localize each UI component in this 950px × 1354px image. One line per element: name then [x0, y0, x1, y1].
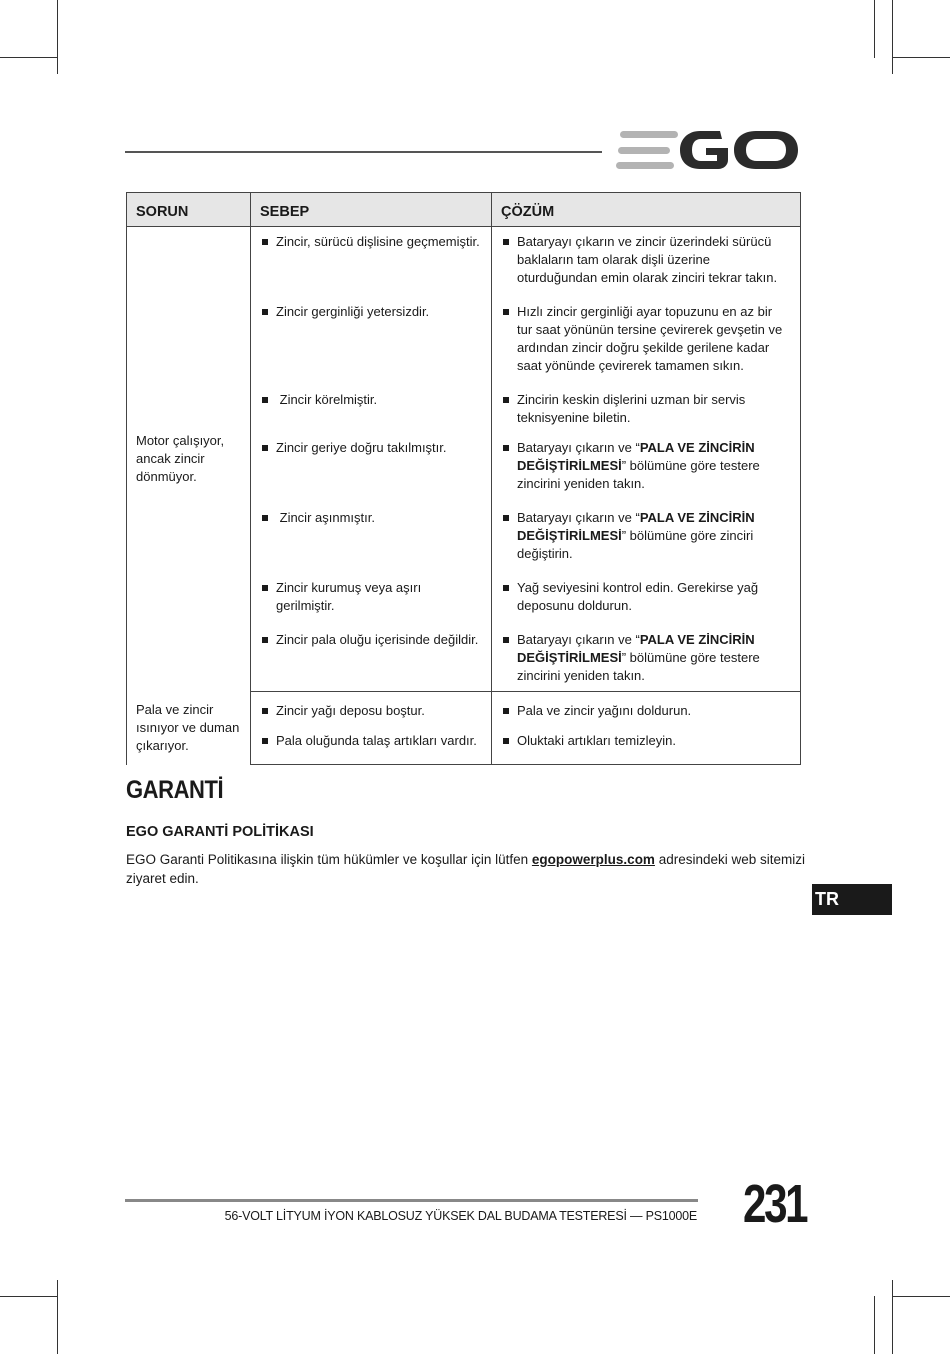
solution-text	[501, 702, 786, 720]
cause-text: Zincir pala oluğu içerisinde değildir.	[260, 631, 482, 649]
language-tab: TR	[812, 884, 892, 915]
cause-text: Zincir körelmiştir.	[260, 391, 482, 409]
crop-mark	[874, 0, 875, 58]
solution-text-part: Bataryayı çıkarın ve “	[517, 632, 640, 647]
header-problem: SORUN	[127, 193, 251, 227]
section-reference: PALA VE ZİNCİRİN DEĞİŞTİRİLMESİ	[517, 440, 755, 473]
solution-cell	[492, 385, 801, 433]
crop-mark	[874, 1296, 875, 1354]
table-header-row	[127, 193, 801, 227]
solution-text-part: ” bölümüne göre testere zincirini yeniden takın.	[517, 458, 760, 491]
cause-cell	[251, 692, 492, 727]
section-reference: PALA VE ZİNCİRİN DEĞİŞTİRİLMESİ	[517, 632, 755, 665]
crop-mark	[0, 1296, 58, 1297]
cause-text: Zincir, sürücü dişlisine geçmemiştir.	[260, 233, 482, 251]
page-number: 231	[743, 1174, 807, 1234]
solution-text	[501, 391, 786, 427]
cause-cell	[251, 503, 492, 573]
solution-text	[501, 439, 786, 493]
warranty-text-before: EGO Garanti Politikasına ilişkin tüm hükümler ve koşullar için lütfen	[126, 852, 532, 867]
solution-cell	[492, 297, 801, 385]
cause-cell	[251, 573, 492, 625]
warranty-text-after: adresindeki web sitemizi ziyaret edin.	[126, 852, 806, 886]
solution-text	[501, 233, 786, 287]
solution-text	[501, 303, 786, 375]
cause-text: Pala oluğunda talaş artıkları vardır.	[260, 732, 482, 750]
cause-text: Zincir kurumuş veya aşırı gerilmiştir.	[260, 579, 482, 615]
cause-text: Zincir yağı deposu boştur.	[260, 702, 482, 720]
header-solution: ÇÖZÜM	[492, 193, 801, 227]
table-row	[127, 692, 801, 727]
crop-mark	[57, 0, 58, 74]
cause-cell	[251, 227, 492, 298]
cause-cell	[251, 385, 492, 433]
cause-cell	[251, 433, 492, 503]
crop-mark	[0, 57, 58, 58]
section-reference: PALA VE ZİNCİRİN DEĞİŞTİRİLMESİ	[517, 510, 755, 543]
problem-cell: Pala ve zincir ısınıyor ve duman çıkarıyor.	[127, 692, 251, 765]
solution-text	[501, 732, 786, 750]
solution-cell	[492, 726, 801, 765]
solution-cell	[492, 227, 801, 298]
ego-logo	[616, 128, 800, 172]
crop-mark	[892, 1296, 950, 1297]
crop-mark	[892, 57, 950, 58]
problem-cell: Motor çalışıyor, ancak zincir dönmüyor.	[127, 227, 251, 692]
solution-cell	[492, 625, 801, 692]
solution-text-part: Hızlı zincir gerginliği ayar topuzunu en az bir tur saat yönünün tersine çevirerek gevşetin ve ardından zincir doğru şekilde gerilene kadar saat yönünde çevirerek tamamen sıkın.	[517, 304, 783, 373]
website-link[interactable]: egopowerplus.com	[531, 852, 655, 867]
troubleshooting-table	[126, 192, 801, 765]
cause-cell	[251, 297, 492, 385]
solution-cell	[492, 503, 801, 573]
solution-text	[501, 631, 786, 685]
solution-text-part: ” bölümüne göre testere zincirini yeniden takın.	[517, 650, 760, 683]
solution-text-part: Bataryayı çıkarın ve “	[517, 510, 640, 525]
table-row	[127, 227, 801, 298]
solution-cell	[492, 433, 801, 503]
header-cause: SEBEP	[251, 193, 492, 227]
solution-text-part: ” bölümüne göre zinciri değiştirin.	[517, 528, 754, 561]
solution-cell	[492, 573, 801, 625]
cause-cell	[251, 625, 492, 692]
warranty-subheading: EGO GARANTİ POLİTİKASI	[126, 824, 314, 840]
cause-text: Zincir gerginliği yetersizdir.	[260, 303, 482, 321]
crop-mark	[892, 1280, 893, 1354]
solution-text	[501, 509, 786, 563]
solution-text	[501, 579, 786, 615]
cause-text: Zincir aşınmıştır.	[260, 509, 482, 527]
cause-cell	[251, 726, 492, 765]
header-rule	[125, 151, 602, 153]
solution-text-part: Pala ve zincir yağını doldurun.	[517, 703, 692, 718]
solution-text-part: Yağ seviyesini kontrol edin. Gerekirse yağ deposunu doldurun.	[517, 580, 759, 613]
crop-mark	[57, 1280, 58, 1354]
solution-text-part: Zincirin keskin dişlerini uzman bir servis teknisyenine biletin.	[517, 392, 746, 425]
solution-text-part: Bataryayı çıkarın ve “	[517, 440, 640, 455]
footer-rule	[125, 1199, 698, 1202]
cause-text: Zincir geriye doğru takılmıştır.	[260, 439, 482, 457]
footer-title: 56-VOLT LİTYUM İYON KABLOSUZ YÜKSEK DAL BUDAMA TESTERESİ — PS1000E	[224, 1209, 697, 1223]
solution-cell	[492, 692, 801, 727]
warranty-text	[126, 850, 806, 888]
solution-text-part: Bataryayı çıkarın ve zincir üzerindeki sürücü baklaların tam olarak dişli üzerine oturduğundan emin olarak zinciri tekrar takın.	[517, 234, 778, 285]
solution-text-part: Oluktaki artıkları temizleyin.	[517, 733, 676, 748]
warranty-heading: GARANTİ	[126, 776, 224, 804]
crop-mark	[892, 0, 893, 74]
